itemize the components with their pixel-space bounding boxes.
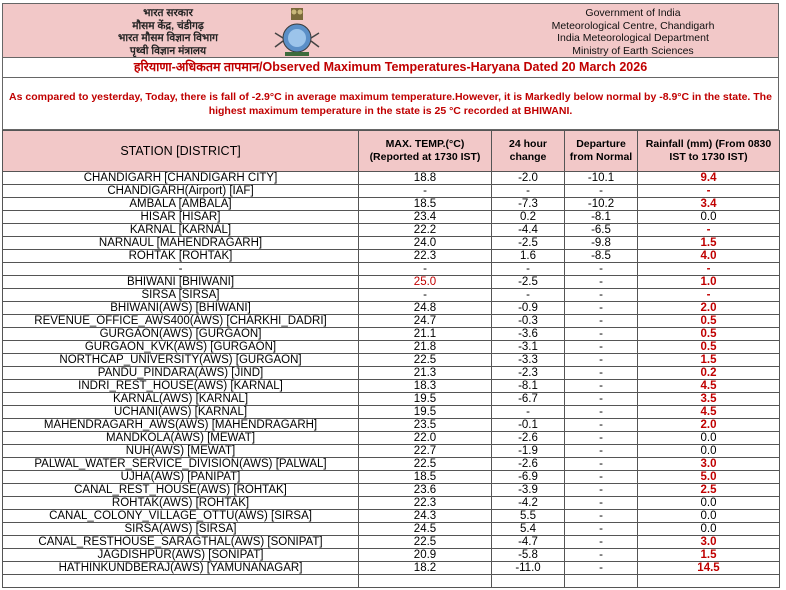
cell-rainfall xyxy=(638,575,780,588)
cell-rainfall: 0.0 xyxy=(638,523,780,536)
table-row xyxy=(3,341,780,354)
table-row xyxy=(3,562,780,575)
table-row xyxy=(3,250,780,263)
cell-max-temp: 22.2 xyxy=(359,224,492,237)
report-title: हरियाणा-अधिकतम तापमान/Observed Maximum Temperatures-Haryana Dated 20 March 2026 xyxy=(2,58,779,78)
cell-departure: - xyxy=(565,263,638,276)
english-heading xyxy=(503,7,763,57)
cell-change: -5.8 xyxy=(492,549,565,562)
cell-rainfall: 0.2 xyxy=(638,367,780,380)
cell-station: HATHINKUNDBERAJ(AWS) [YAMUNANAGAR] xyxy=(3,562,359,575)
cell-max-temp xyxy=(359,575,492,588)
cell-change: -2.5 xyxy=(492,237,565,250)
cell-departure: - xyxy=(565,315,638,328)
summary-text: As compared to yesterday, Today, there is fall of -2.9°C in average maximum temperature.However, it is Markedly below normal by -8.9°C in the state. The highest maximum temperature in the state is 25 °C recorded at BHIWANI. xyxy=(2,78,779,130)
cell-max-temp: 18.2 xyxy=(359,562,492,575)
hindi-line: भारत मौसम विज्ञान विभाग xyxy=(118,32,218,44)
cell-max-temp: 23.6 xyxy=(359,484,492,497)
cell-departure: - xyxy=(565,549,638,562)
cell-station: AMBALA [AMBALA] xyxy=(3,198,359,211)
cell-departure: - xyxy=(565,497,638,510)
table-row xyxy=(3,328,780,341)
cell-departure: -9.8 xyxy=(565,237,638,250)
cell-change: 5.4 xyxy=(492,523,565,536)
cell-rainfall: 14.5 xyxy=(638,562,780,575)
table-row xyxy=(3,380,780,393)
cell-station: JAGDISHPUR(AWS) [SONIPAT] xyxy=(3,549,359,562)
cell-change: -2.6 xyxy=(492,432,565,445)
cell-rainfall: 9.4 xyxy=(638,172,780,185)
cell-change: -7.3 xyxy=(492,198,565,211)
cell-departure: - xyxy=(565,276,638,289)
cell-departure: -8.5 xyxy=(565,250,638,263)
cell-change: -11.0 xyxy=(492,562,565,575)
table-row xyxy=(3,224,780,237)
cell-change: - xyxy=(492,263,565,276)
cell-max-temp: 23.5 xyxy=(359,419,492,432)
cell-station: GURGAON(AWS) [GURGAON] xyxy=(3,328,359,341)
cell-change: -6.9 xyxy=(492,471,565,484)
cell-station: CHANDIGARH(Airport) [IAF] xyxy=(3,185,359,198)
table-row xyxy=(3,237,780,250)
cell-departure: -6.5 xyxy=(565,224,638,237)
cell-departure: - xyxy=(565,458,638,471)
col-change: 24 hour change xyxy=(492,131,565,172)
cell-change: -2.5 xyxy=(492,276,565,289)
cell-rainfall: 2.0 xyxy=(638,419,780,432)
cell-rainfall: 0.5 xyxy=(638,341,780,354)
cell-rainfall: 0.0 xyxy=(638,211,780,224)
cell-station: SIRSA(AWS) [SIRSA] xyxy=(3,523,359,536)
cell-max-temp: 24.8 xyxy=(359,302,492,315)
cell-max-temp: 22.5 xyxy=(359,354,492,367)
cell-rainfall: 5.0 xyxy=(638,471,780,484)
cell-change: -3.1 xyxy=(492,341,565,354)
cell-max-temp: 21.1 xyxy=(359,328,492,341)
english-line: India Meteorological Department xyxy=(557,32,709,44)
table-row xyxy=(3,432,780,445)
cell-rainfall: 3.5 xyxy=(638,393,780,406)
cell-rainfall: 4.5 xyxy=(638,406,780,419)
cell-station: CANAL_REST_HOUSE(AWS) [ROHTAK] xyxy=(3,484,359,497)
cell-rainfall: 3.0 xyxy=(638,458,780,471)
cell-change: - xyxy=(492,185,565,198)
cell-max-temp: 24.3 xyxy=(359,510,492,523)
cell-departure: - xyxy=(565,510,638,523)
table-row xyxy=(3,484,780,497)
report-header xyxy=(2,3,779,58)
cell-change: 1.6 xyxy=(492,250,565,263)
cell-station: SIRSA [SIRSA] xyxy=(3,289,359,302)
cell-departure: - xyxy=(565,562,638,575)
table-row xyxy=(3,406,780,419)
cell-change: -2.0 xyxy=(492,172,565,185)
table-row xyxy=(3,211,780,224)
table-row xyxy=(3,523,780,536)
table-row xyxy=(3,289,780,302)
english-line: Meteorological Centre, Chandigarh xyxy=(551,19,715,32)
cell-station: PANDU_PINDARA(AWS) [JIND] xyxy=(3,367,359,380)
cell-max-temp: 22.5 xyxy=(359,536,492,549)
cell-max-temp: 24.0 xyxy=(359,237,492,250)
cell-change: -4.4 xyxy=(492,224,565,237)
english-line: Ministry of Earth Sciences xyxy=(572,44,694,57)
cell-departure: - xyxy=(565,484,638,497)
cell-max-temp: 19.5 xyxy=(359,393,492,406)
table-row xyxy=(3,549,780,562)
cell-rainfall: - xyxy=(638,224,780,237)
table-row xyxy=(3,393,780,406)
table-row xyxy=(3,536,780,549)
cell-rainfall: 0.0 xyxy=(638,445,780,458)
table-row xyxy=(3,185,780,198)
cell-max-temp: 22.3 xyxy=(359,250,492,263)
cell-departure: - xyxy=(565,289,638,302)
cell-departure: - xyxy=(565,354,638,367)
cell-departure xyxy=(565,575,638,588)
cell-departure: -10.1 xyxy=(565,172,638,185)
hindi-line: मौसम केंद्र, चंडीगढ़ xyxy=(132,19,204,32)
cell-max-temp: - xyxy=(359,289,492,302)
cell-max-temp: 21.3 xyxy=(359,367,492,380)
col-rainfall: Rainfall (mm) (From 0830 IST to 1730 IST) xyxy=(638,131,780,172)
cell-change: 5.5 xyxy=(492,510,565,523)
cell-departure: -10.2 xyxy=(565,198,638,211)
imd-logo-icon xyxy=(271,7,323,57)
cell-departure: - xyxy=(565,380,638,393)
cell-rainfall: 4.5 xyxy=(638,380,780,393)
cell-rainfall: 1.5 xyxy=(638,354,780,367)
cell-departure: - xyxy=(565,432,638,445)
cell-change: -0.3 xyxy=(492,315,565,328)
table-row xyxy=(3,263,780,276)
cell-station: ROHTAK [ROHTAK] xyxy=(3,250,359,263)
cell-departure: - xyxy=(565,341,638,354)
cell-max-temp: 25.0 xyxy=(359,276,492,289)
cell-station: MAHENDRAGARH_AWS(AWS) [MAHENDRAGARH] xyxy=(3,419,359,432)
table-row xyxy=(3,510,780,523)
cell-change: -4.7 xyxy=(492,536,565,549)
hindi-line: पृथ्वी विज्ञान मंत्रालय xyxy=(129,44,207,57)
cell-departure: - xyxy=(565,328,638,341)
cell-station: MANDKOLA(AWS) [MEWAT] xyxy=(3,432,359,445)
cell-max-temp: - xyxy=(359,185,492,198)
table-row xyxy=(3,367,780,380)
cell-change: - xyxy=(492,289,565,302)
cell-change: -2.3 xyxy=(492,367,565,380)
cell-rainfall: 1.0 xyxy=(638,276,780,289)
cell-departure: - xyxy=(565,445,638,458)
cell-change: -3.6 xyxy=(492,328,565,341)
col-station: STATION [DISTRICT] xyxy=(3,131,359,172)
hindi-heading xyxy=(98,7,238,57)
cell-rainfall: - xyxy=(638,289,780,302)
cell-max-temp: 24.7 xyxy=(359,315,492,328)
cell-station: PALWAL_WATER_SERVICE_DIVISION(AWS) [PALWAL] xyxy=(3,458,359,471)
col-max-temp: MAX. TEMP.(°C) (Reported at 1730 IST) xyxy=(359,131,492,172)
cell-max-temp: 21.8 xyxy=(359,341,492,354)
cell-rainfall: - xyxy=(638,263,780,276)
table-row xyxy=(3,458,780,471)
cell-station: ROHTAK(AWS) [ROHTAK] xyxy=(3,497,359,510)
cell-change: -0.1 xyxy=(492,419,565,432)
cell-change: -8.1 xyxy=(492,380,565,393)
cell-departure: - xyxy=(565,406,638,419)
cell-max-temp: 18.8 xyxy=(359,172,492,185)
table-row xyxy=(3,302,780,315)
cell-station: BHIWANI(AWS) [BHIWANI] xyxy=(3,302,359,315)
cell-rainfall: 0.5 xyxy=(638,328,780,341)
cell-max-temp: 19.5 xyxy=(359,406,492,419)
cell-station: NARNAUL [MAHENDRAGARH] xyxy=(3,237,359,250)
table-row xyxy=(3,445,780,458)
table-row xyxy=(3,354,780,367)
cell-max-temp: 22.3 xyxy=(359,497,492,510)
cell-station: REVENUE_OFFICE_AWS400(AWS) [CHARKHI_DADRI] xyxy=(3,315,359,328)
hindi-line: भारत सरकार xyxy=(143,7,193,19)
table-row xyxy=(3,471,780,484)
cell-station: INDRI_REST_HOUSE(AWS) [KARNAL] xyxy=(3,380,359,393)
cell-station: CANAL_RESTHOUSE_SARAGTHAL(AWS) [SONIPAT] xyxy=(3,536,359,549)
cell-rainfall: 0.0 xyxy=(638,432,780,445)
english-line: Government of India xyxy=(585,7,681,19)
cell-station: HISAR [HISAR] xyxy=(3,211,359,224)
cell-max-temp: 18.5 xyxy=(359,471,492,484)
cell-station: UJHA(AWS) [PANIPAT] xyxy=(3,471,359,484)
cell-station: NORTHCAP_UNIVERSITY(AWS) [GURGAON] xyxy=(3,354,359,367)
cell-change xyxy=(492,575,565,588)
col-departure: Departure from Normal xyxy=(565,131,638,172)
cell-max-temp: 22.0 xyxy=(359,432,492,445)
cell-max-temp: 18.3 xyxy=(359,380,492,393)
cell-max-temp: - xyxy=(359,263,492,276)
table-header-row xyxy=(3,131,780,172)
cell-departure: - xyxy=(565,419,638,432)
cell-max-temp: 22.5 xyxy=(359,458,492,471)
cell-change: - xyxy=(492,406,565,419)
table-row xyxy=(3,198,780,211)
cell-departure: - xyxy=(565,367,638,380)
temperature-table xyxy=(2,130,780,588)
cell-change: -4.2 xyxy=(492,497,565,510)
cell-departure: - xyxy=(565,185,638,198)
cell-rainfall: - xyxy=(638,185,780,198)
cell-change: -0.9 xyxy=(492,302,565,315)
cell-departure: - xyxy=(565,471,638,484)
cell-max-temp: 22.7 xyxy=(359,445,492,458)
cell-rainfall: 0.0 xyxy=(638,510,780,523)
cell-station: NUH(AWS) [MEWAT] xyxy=(3,445,359,458)
cell-rainfall: 4.0 xyxy=(638,250,780,263)
cell-change: 0.2 xyxy=(492,211,565,224)
cell-rainfall: 2.0 xyxy=(638,302,780,315)
cell-station: KARNAL [KARNAL] xyxy=(3,224,359,237)
cell-rainfall: 1.5 xyxy=(638,237,780,250)
cell-station: GURGAON_KVK(AWS) [GURGAON] xyxy=(3,341,359,354)
cell-station: KARNAL(AWS) [KARNAL] xyxy=(3,393,359,406)
cell-departure: - xyxy=(565,536,638,549)
table-row xyxy=(3,172,780,185)
cell-station: CHANDIGARH [CHANDIGARH CITY] xyxy=(3,172,359,185)
cell-max-temp: 18.5 xyxy=(359,198,492,211)
table-row xyxy=(3,315,780,328)
cell-station xyxy=(3,575,359,588)
table-row xyxy=(3,276,780,289)
cell-departure: - xyxy=(565,302,638,315)
cell-rainfall: 3.4 xyxy=(638,198,780,211)
cell-rainfall: 0.5 xyxy=(638,315,780,328)
table-row xyxy=(3,419,780,432)
cell-station: UCHANI(AWS) [KARNAL] xyxy=(3,406,359,419)
table-row xyxy=(3,497,780,510)
cell-change: -3.3 xyxy=(492,354,565,367)
cell-max-temp: 20.9 xyxy=(359,549,492,562)
cell-departure: - xyxy=(565,523,638,536)
cell-change: -6.7 xyxy=(492,393,565,406)
cell-station: BHIWANI [BHIWANI] xyxy=(3,276,359,289)
cell-change: -3.9 xyxy=(492,484,565,497)
cell-station: - xyxy=(3,263,359,276)
cell-rainfall: 0.0 xyxy=(638,497,780,510)
table-row xyxy=(3,575,780,588)
cell-rainfall: 1.5 xyxy=(638,549,780,562)
cell-departure: -8.1 xyxy=(565,211,638,224)
cell-rainfall: 2.5 xyxy=(638,484,780,497)
cell-change: -2.6 xyxy=(492,458,565,471)
cell-max-temp: 24.5 xyxy=(359,523,492,536)
cell-max-temp: 23.4 xyxy=(359,211,492,224)
cell-rainfall: 3.0 xyxy=(638,536,780,549)
cell-station: CANAL_COLONY_VILLAGE_OTTU(AWS) [SIRSA] xyxy=(3,510,359,523)
cell-change: -1.9 xyxy=(492,445,565,458)
cell-departure: - xyxy=(565,393,638,406)
